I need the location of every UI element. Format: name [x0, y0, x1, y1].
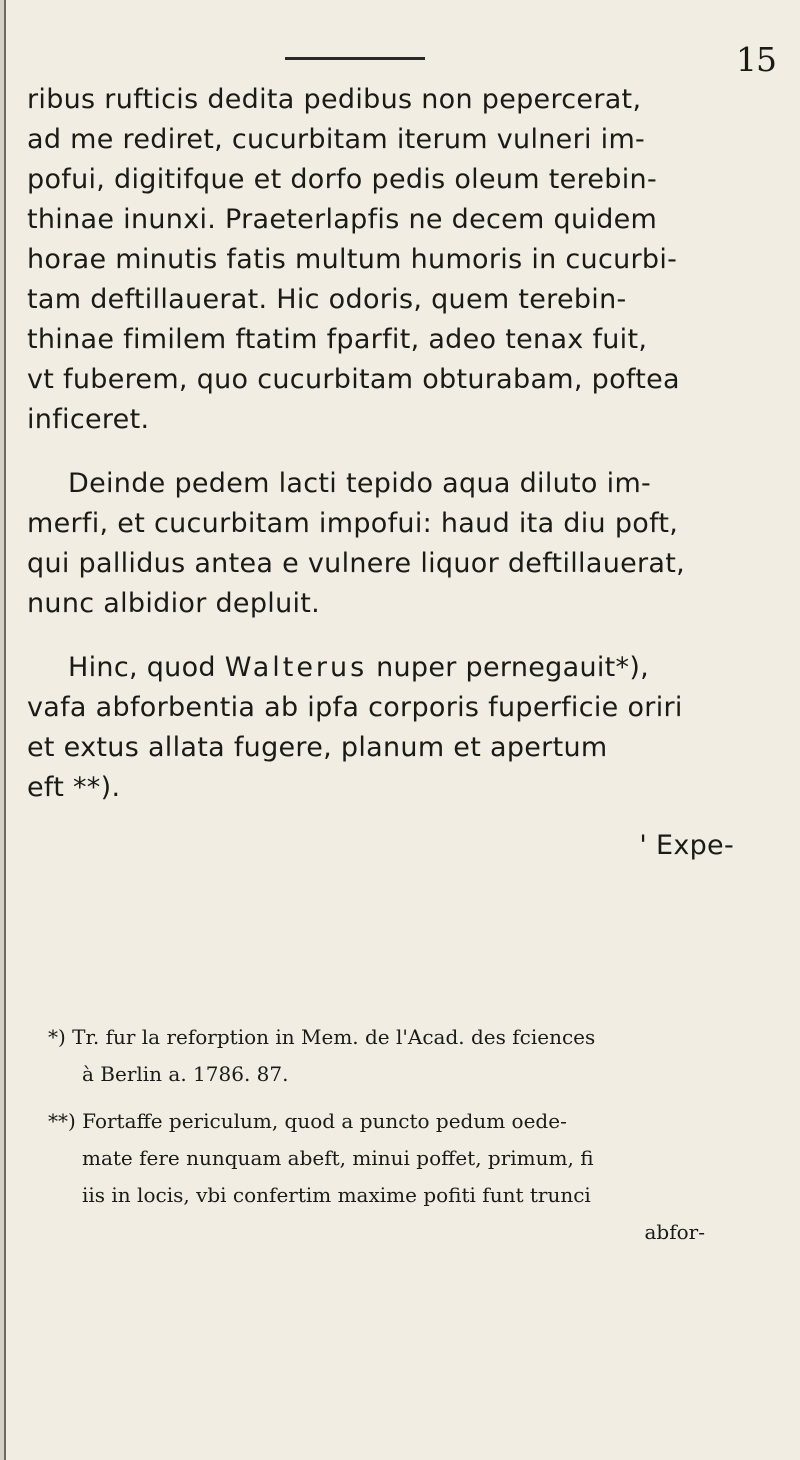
- text-line: qui pallidus antea e vulnere liquor deftillauerat,: [27, 548, 686, 579]
- paragraph-gap: [27, 440, 787, 464]
- footnotes: [48, 1019, 778, 1251]
- page-number: 15: [736, 40, 776, 79]
- header-rule: [285, 57, 425, 60]
- footnote-line: à Berlin a. 1786. 87.: [82, 1062, 289, 1086]
- text-line: ad me rediret, cucurbitam iterum vulneri im-: [27, 124, 646, 155]
- text-line: [27, 648, 787, 688]
- text-line: horae minutis fatis multum humoris in cucurbi-: [27, 244, 678, 275]
- line-gap: [27, 808, 787, 826]
- footnote-line: **) Fortaffe periculum, quod a puncto pedum oede-: [48, 1109, 567, 1133]
- text-line: vafa abforbentia ab ipfa corporis fuperficie oriri: [27, 692, 683, 723]
- text-line: merfi, et cucurbitam impofui: haud ita diu poft,: [27, 508, 679, 539]
- main-text: [27, 80, 787, 866]
- text-line: et extus allata fugere, planum et apertum: [27, 732, 608, 763]
- text-line: eft **).: [27, 772, 121, 803]
- text-line: vt fuberem, quo cucurbitam obturabam, poftea: [27, 364, 680, 395]
- catchword: ' Expe-: [639, 830, 734, 861]
- text-segment: nuper pernegauit*),: [367, 652, 650, 683]
- footnote-line: mate fere nunquam abeft, minui poffet, primum, fi: [82, 1146, 594, 1170]
- page-gutter-edge: [4, 0, 6, 1460]
- text-line: nunc albidior depluit.: [27, 588, 321, 619]
- text-line: Deinde pedem lacti tepido aqua diluto im-: [68, 468, 652, 499]
- footnote-line: iis in locis, vbi confertim maxime pofiti funt trunci: [82, 1183, 591, 1207]
- text-line: ribus rufticis dedita pedibus non pepercerat,: [27, 84, 642, 115]
- text-segment: Hinc, quod: [68, 652, 225, 683]
- text-line: pofui, digitifque et dorfo pedis oleum terebin-: [27, 164, 657, 195]
- text-line: inficeret.: [27, 404, 150, 435]
- footnote-line: *) Tr. fur la reforption in Mem. de l'Acad. des fciences: [48, 1025, 596, 1049]
- paragraph-gap: [27, 624, 787, 648]
- text-line: tam deftillauerat. Hic odoris, quem terebin-: [27, 284, 627, 315]
- footnote-catchword: abfor-: [644, 1220, 705, 1244]
- author-name: Walterus: [224, 652, 368, 683]
- text-line: thinae inunxi. Praeterlapfis ne decem quidem: [27, 204, 658, 235]
- text-line: thinae fimilem ftatim fparfit, adeo tenax fuit,: [27, 324, 648, 355]
- footnote-gap: [48, 1093, 778, 1103]
